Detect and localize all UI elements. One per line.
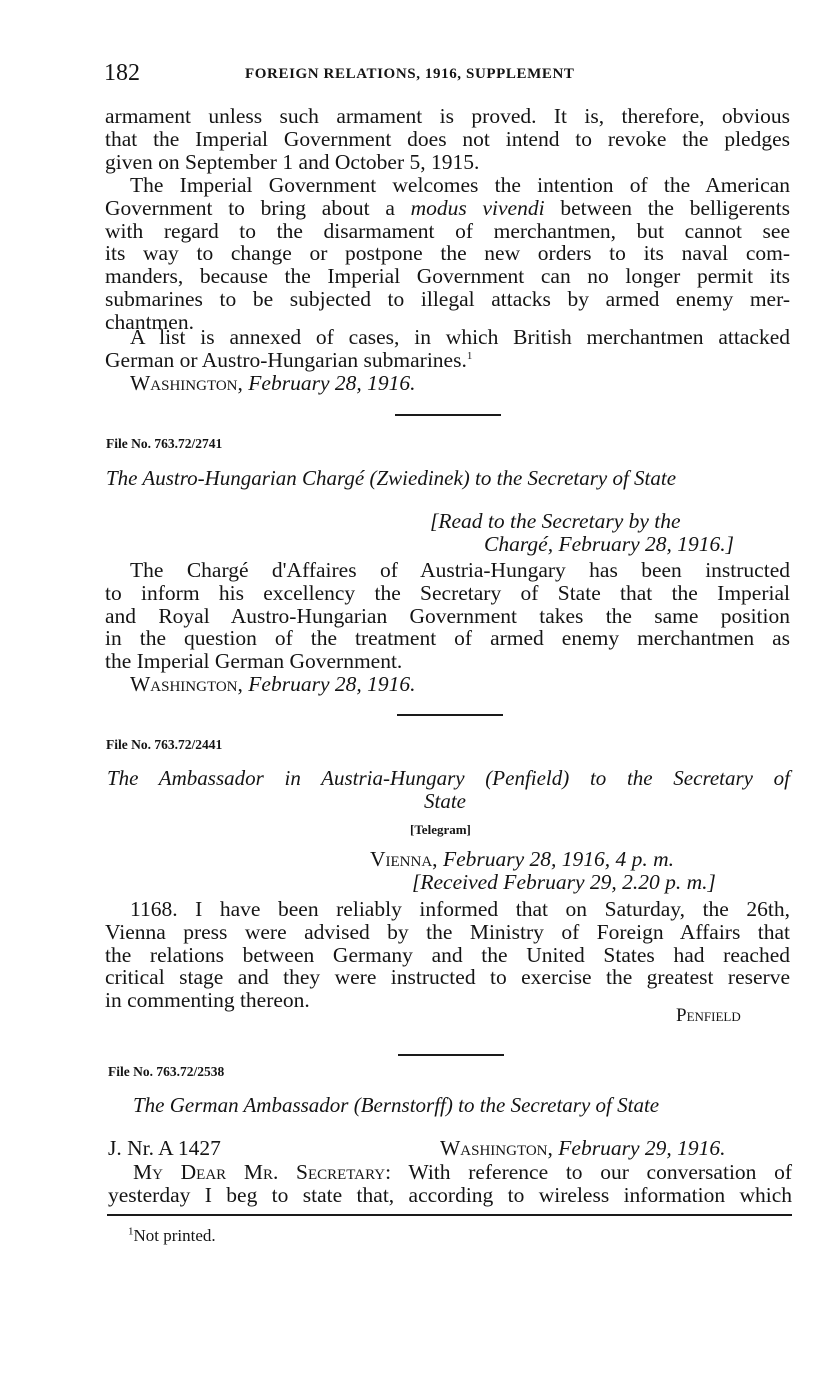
italic-phrase: modus vivendi — [410, 195, 545, 220]
text-line: submarines to be subjected to illegal attacks by armed enemy mer- — [105, 286, 790, 311]
text-line: the relations between Germany and the United States had reached — [105, 942, 790, 967]
reference-number: J. Nr. A 1427 — [108, 1136, 221, 1160]
dateline-place: Washington, — [440, 1136, 553, 1160]
text-line: and Royal Austro-Hungarian Government takes the same position — [105, 603, 790, 628]
section-divider — [398, 1054, 504, 1056]
text-segment: German or Austro-Hungarian submarines. — [105, 347, 467, 372]
text-line: with regard to the disarmament of merchantmen, but cannot see — [105, 218, 790, 243]
text-line: 1168. I have been reliably informed that on Saturday, the 26th, — [130, 897, 790, 921]
dateline-date: February 28, 1916. — [248, 671, 416, 696]
text-line — [108, 1161, 792, 1184]
text-segment: between the belligerents — [544, 195, 790, 220]
footnote-reference: 1 — [466, 349, 473, 362]
text-line — [105, 349, 790, 372]
dateline — [105, 673, 790, 696]
text-line: armament unless such armament is proved. It is, therefore, obvious — [105, 104, 790, 128]
footnote-mark: 1 — [128, 1225, 134, 1238]
text-line: critical stage and they were instructed to exercise the greatest reserve — [105, 965, 790, 990]
text-line: that the Imperial Government does not intend to revoke the pledges — [105, 126, 790, 151]
document-heading: State — [424, 789, 466, 813]
signature: Penfield — [676, 1005, 741, 1026]
intro-paragraph-2 — [105, 174, 790, 334]
document-body — [105, 898, 790, 1012]
document-heading: The Austro-Hungarian Chargé (Zwiedinek) to the Secretary of State — [106, 466, 677, 490]
file-number: File No. 763.72/2538 — [108, 1064, 225, 1079]
text-line: given on September 1 and October 5, 1915. — [105, 149, 480, 174]
text-line: in commenting thereon. — [105, 988, 310, 1013]
text-line — [105, 197, 790, 220]
telegram-label: [Telegram] — [410, 822, 471, 837]
received-note: [Received February 29, 2.20 p. m.] — [412, 870, 716, 894]
footnote-text: Not printed. — [133, 1226, 216, 1245]
text-line: A list is annexed of cases, in which British merchantmen attacked — [130, 325, 790, 349]
document-heading: The German Ambassador (Bernstorff) to the Secretary of State — [133, 1093, 660, 1117]
text-line: its way to change or postpone the new orders to its naval com- — [105, 241, 790, 266]
dateline — [105, 372, 790, 395]
dateline-date: February 29, 1916. — [558, 1136, 726, 1160]
intro-paragraph-1 — [105, 105, 790, 173]
running-title: FOREIGN RELATIONS, 1916, SUPPLEMENT — [245, 66, 575, 82]
document-body — [105, 559, 790, 696]
dateline-place: Vienna, — [370, 847, 438, 871]
text-segment: With reference to our conversation of — [391, 1160, 793, 1184]
text-segment: Government to bring about a — [105, 195, 411, 220]
salutation: My Dear Mr. Secretary: — [133, 1160, 392, 1184]
text-line: Vienna press were advised by the Ministry of Foreign Affairs that — [105, 919, 790, 944]
text-line: The Chargé d'Affaires of Austria-Hungary has been instructed — [130, 558, 790, 582]
footnote — [128, 1226, 216, 1246]
section-divider — [397, 714, 503, 716]
dateline-date: February 28, 1916. — [248, 370, 416, 395]
dateline-place: Washington, — [130, 370, 243, 395]
file-number: File No. 763.72/2741 — [106, 436, 223, 451]
document-body — [108, 1161, 792, 1207]
text-line: manders, because the Imperial Government can no longer permit its — [105, 264, 790, 289]
file-number: File No. 763.72/2441 — [106, 737, 223, 752]
dateline-place: Washington, — [130, 671, 243, 696]
intro-paragraph-3 — [105, 326, 790, 394]
reading-note: Chargé, February 28, 1916.] — [484, 532, 735, 556]
text-line: yesterday I beg to state that, according to wireless information which — [108, 1182, 792, 1207]
footnote-rule — [107, 1214, 792, 1216]
text-line: in the question of the treatment of armed enemy merchantmen as — [105, 626, 790, 651]
document-heading: The Ambassador in Austria-Hungary (Penfield) to the Secretary of — [107, 766, 790, 790]
dateline — [370, 848, 674, 871]
dateline — [440, 1137, 725, 1160]
dateline-date: February 28, 1916, 4 p. m. — [442, 847, 675, 871]
text-line: to inform his excellency the Secretary of State that the Imperial — [105, 580, 790, 605]
reading-note: [Read to the Secretary by the — [430, 509, 681, 533]
text-line: The Imperial Government welcomes the intention of the American — [130, 173, 790, 197]
text-line: the Imperial German Government. — [105, 649, 403, 674]
text-line: chantmen. — [105, 309, 194, 334]
section-divider — [395, 414, 501, 416]
page-number: 182 — [104, 60, 140, 86]
